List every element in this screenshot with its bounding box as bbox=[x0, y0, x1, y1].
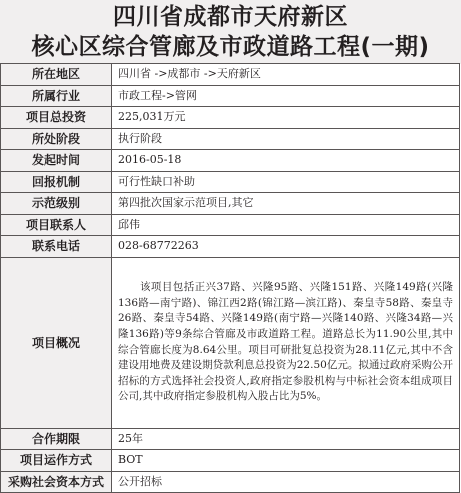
value-cooperation-term: 25年 bbox=[112, 428, 460, 450]
label-demo-level: 示范级别 bbox=[1, 193, 112, 215]
label-start-date: 发起时间 bbox=[1, 150, 112, 172]
row-cooperation-term bbox=[1, 428, 460, 450]
row-total-investment bbox=[1, 107, 460, 129]
row-industry bbox=[1, 85, 460, 107]
label-region: 所在地区 bbox=[1, 64, 112, 86]
value-phone: 028-68772263 bbox=[112, 236, 460, 258]
label-return-mechanism: 回报机制 bbox=[1, 171, 112, 193]
label-cooperation-term: 合作期限 bbox=[1, 428, 112, 450]
row-procurement-method bbox=[1, 471, 460, 493]
title-block bbox=[0, 0, 461, 64]
value-stage: 执行阶段 bbox=[112, 128, 460, 150]
label-phone: 联系电话 bbox=[1, 236, 112, 258]
label-contact-person: 项目联系人 bbox=[1, 214, 112, 236]
label-procurement-method: 采购社会资本方式 bbox=[1, 471, 112, 493]
label-stage: 所处阶段 bbox=[1, 128, 112, 150]
value-return-mechanism: 可行性缺口补助 bbox=[112, 171, 460, 193]
value-overview: 该项目包括正兴37路、兴隆95路、兴隆151路、兴隆149路(兴隆136路—南宁路)、锦江西2路(锦江路—滨江路)、秦皇寺58路、秦皇寺26路、秦皇寺54路、兴隆149路(南宁路—兴隆140路、兴隆34路—兴隆136路)等9条综合管廊及市政道路工程。道路总长为11.90公里,其中综合管廊长度为8.64公里。项目可研批复总投资为28.11亿元,其中不含建设用地费及建设期贷款利息总投资为22.50亿元。拟通过政府采购公开招标的方式选择社会投资人,政府指定参股机构与中标社会资本组成项目公司,其中政府指定参股机构入股占比为5%。 bbox=[112, 257, 460, 428]
title-line-1: 四川省成都市天府新区 bbox=[113, 4, 348, 30]
project-info-table bbox=[0, 63, 460, 493]
value-start-date: 2016-05-18 bbox=[112, 150, 460, 172]
value-contact-person: 邱伟 bbox=[112, 214, 460, 236]
row-stage bbox=[1, 128, 460, 150]
row-return-mechanism bbox=[1, 171, 460, 193]
value-operation-mode: BOT bbox=[112, 450, 460, 472]
row-start-date bbox=[1, 150, 460, 172]
row-contact-person bbox=[1, 214, 460, 236]
value-demo-level: 第四批次国家示范项目,其它 bbox=[112, 193, 460, 215]
label-industry: 所属行业 bbox=[1, 85, 112, 107]
label-total-investment: 项目总投资 bbox=[1, 107, 112, 129]
label-operation-mode: 项目运作方式 bbox=[1, 450, 112, 472]
row-demo-level bbox=[1, 193, 460, 215]
value-industry: 市政工程->管网 bbox=[112, 85, 460, 107]
row-operation-mode bbox=[1, 450, 460, 472]
value-region: 四川省 ->成都市 ->天府新区 bbox=[112, 64, 460, 86]
value-total-investment: 225,031万元 bbox=[112, 107, 460, 129]
row-phone bbox=[1, 236, 460, 258]
value-procurement-method: 公开招标 bbox=[112, 471, 460, 493]
row-region bbox=[1, 64, 460, 86]
row-overview bbox=[1, 257, 460, 428]
label-overview: 项目概况 bbox=[1, 257, 112, 428]
title-line-2: 核心区综合管廊及市政道路工程(一期) bbox=[31, 34, 430, 60]
